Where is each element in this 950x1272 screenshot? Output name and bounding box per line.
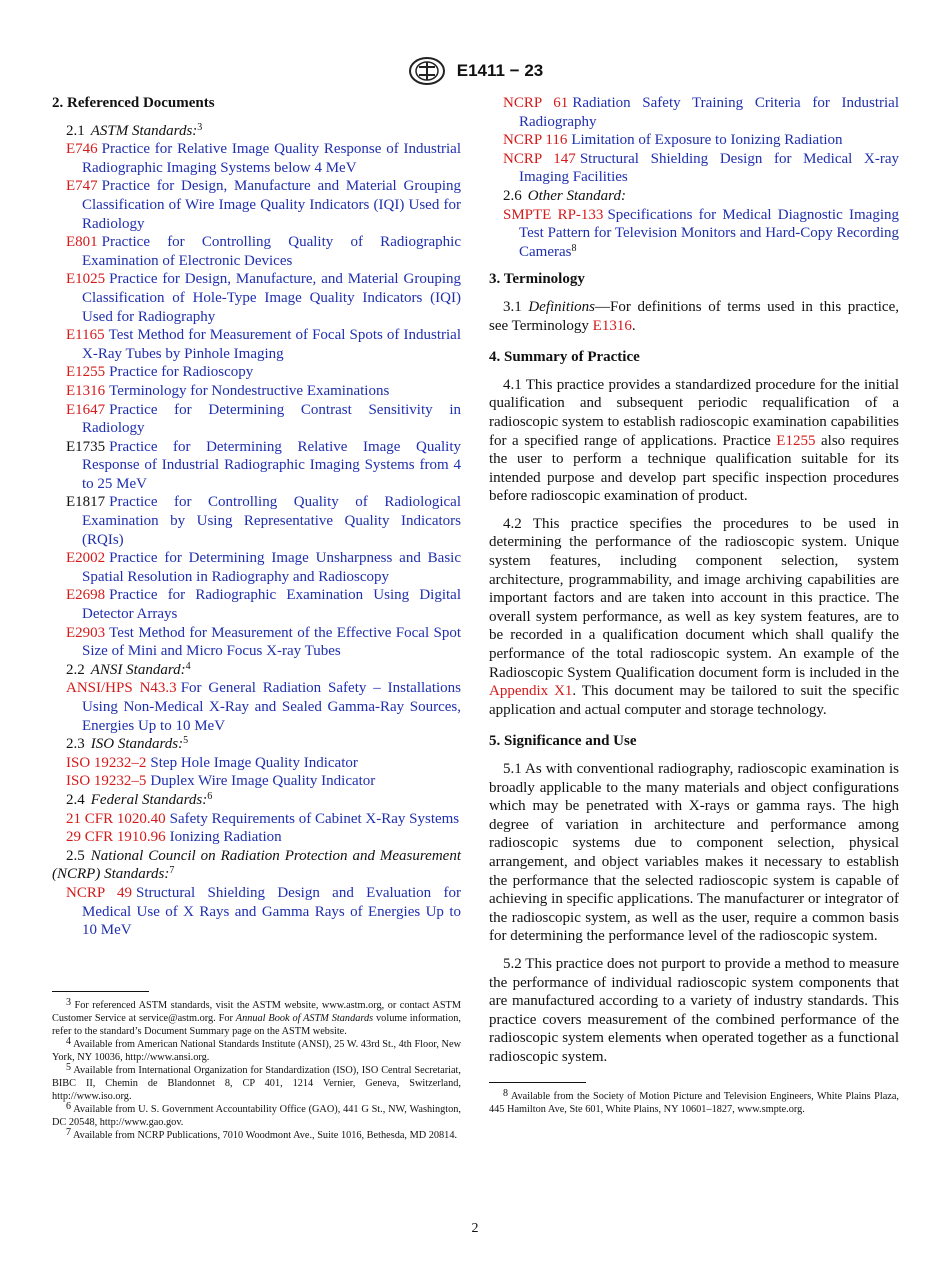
federal-reference-list [52,810,461,847]
reference-item[interactable] [52,233,461,270]
reference-code[interactable]: E1165 [66,327,105,344]
reference-item[interactable] [52,772,461,791]
reference-title[interactable]: For General Radiation Safety – Installations Using Non-Medical X-Ray and Sealed Gamma-Ray Sources, Energies Up to 10 MeV [82,680,461,734]
reference-item[interactable] [52,363,461,382]
reference-title[interactable]: Practice for Radiographic Examination Using Digital Detector Arrays [82,587,461,623]
subsection-federal: 2.4 Federal Standards:$^6$ [66,790,213,808]
reference-item[interactable] [52,754,461,773]
reference-title[interactable]: Duplex Wire Image Quality Indicator [150,773,376,790]
reference-item[interactable] [489,206,899,262]
reference-item[interactable] [52,884,461,940]
subsection-other: 2.6 Other Standard: [503,187,626,204]
reference-code[interactable]: E2903 [66,624,106,641]
reference-item[interactable] [52,828,461,847]
reference-item[interactable] [52,810,461,829]
reference-code[interactable]: E1316 [66,382,106,399]
page-number: 2 [471,1221,479,1236]
section-2-title: 2. Referenced Documents [52,95,215,111]
reference-title[interactable]: Structural Shielding Design for Medical X-ray Imaging Facilities [519,150,899,186]
paragraph-5-1: 5.1 As with conventional radiography, radioscopic examination is broadly applicable to the many materials and object configurations which may be penetrated with X-rays or gamma rays. The high degree of variation in architecture and performance among radioscopic systems due to component selection, physical arrangement, and object variables makes it necessary to establish the performance that the selected radioscopic system is capable of achieving in specific applications. The manufacturer or integrator of the radioscopic system, as well as the user, require a common basis for determining the performance level of the radioscopic system. [489,761,899,945]
astm-logo-icon [407,56,447,86]
page-header [0,56,950,86]
reference-item[interactable] [52,270,461,326]
reference-title[interactable]: Practice for Determining Contrast Sensitivity in Radiology [82,401,461,437]
link-e1255[interactable]: E1255 [776,432,816,449]
other-reference-list [489,206,899,262]
reference-title[interactable]: Practice for Design, Manufacture, and Material Grouping Classification of Hole-Type Image Quality Indicators (IQI) Used for Radiography [82,271,461,325]
link-e1316[interactable]: E1316 [592,317,632,334]
ncrp-reference-list-continued [489,94,899,187]
left-column [52,94,461,1142]
footnote-3: 3 For referenced ASTM standards, visit the ASTM website, www.astm.org, or contact ASTM Customer Service at service@astm.org. For Annual Book of ASTM Standards volume information, refer to the standard’s Document Summary page on the ASTM website. [52,997,462,1037]
reference-code[interactable]: NCRP 147 [503,150,576,167]
reference-code[interactable]: ISO 19232–2 [66,754,147,771]
footnote-rule [52,991,149,992]
reference-item[interactable] [52,438,461,494]
reference-code[interactable]: E746 [66,141,98,158]
reference-code[interactable]: E1255 [66,364,106,381]
reference-item[interactable] [489,131,899,150]
footnote-rule-right [489,1082,586,1083]
subsection-iso: 2.3 ISO Standards:$^5$ [66,735,189,753]
reference-title[interactable]: Practice for Radioscopy [109,364,254,381]
section-3-title: 3. Terminology [489,271,585,288]
reference-title[interactable]: Test Method for Measurement of Focal Spots of Industrial X-Ray Tubes by Pinhole Imaging [82,327,461,362]
reference-title[interactable]: Safety Requirements of Cabinet X-Ray Systems [169,810,460,827]
iso-reference-list [52,754,461,791]
reference-code[interactable]: NCRP 61 [503,95,569,111]
reference-item[interactable] [52,493,461,549]
ncrp-reference-list [52,884,461,940]
reference-item[interactable] [52,177,461,233]
reference-item[interactable] [52,140,461,177]
reference-item[interactable] [489,94,899,131]
reference-item[interactable] [52,549,461,586]
reference-title[interactable]: Practice for Determining Image Unsharpness and Basic Spatial Resolution in Radiography and Radioscopy [82,550,461,585]
reference-title[interactable]: Structural Shielding Design and Evaluation for Medical Use of X Rays and Gamma Rays of Energies Up to 10 MeV [82,884,461,939]
reference-code[interactable]: ISO 19232–5 [66,773,147,790]
reference-title[interactable]: Practice for Relative Image Quality Response of Industrial Radiographic Imaging Systems below 4 MeV [82,141,461,176]
reference-item[interactable] [52,624,461,661]
footnote-5: 5 Available from International Organization for Standardization (ISO), ISO Central Secretariat, BIBC II, Chemin de Blandonnet 8, CP 401, 1214 Vernier, Geneva, Switzerland, http://www.iso.org. [52,1062,461,1102]
footnote-4: 4 Available from American National Standards Institute (ANSI), 25 W. 43rd St., 4th Floor, New York, NY 10036, http://www.ansi.org. [52,1036,462,1063]
reference-title[interactable]: Ionizing Radiation [169,829,282,846]
reference-title[interactable]: Specifications for Medical Diagnostic Imaging Test Pattern for Television Monitors and Hard-Copy Recording Cameras [519,206,899,260]
subsection-astm: 2.1 ASTM Standards:$^3$ [66,121,203,139]
reference-code[interactable]: E747 [66,178,98,195]
reference-code[interactable]: 29 CFR 1910.96 [66,829,166,846]
reference-title[interactable]: Practice for Controlling Quality of Radiographic Examination of Electronic Devices [82,234,461,269]
link-appendix-x1[interactable]: Appendix X1 [489,683,573,700]
footnote-7: 7 Available from NCRP Publications, 7010 Woodmont Ave., Suite 1016, Bethesda, MD 20814. [66,1127,458,1141]
reference-title[interactable]: Test Method for Measurement of the Effective Focal Spot Size of Mini and Micro Focus X-ray Tubes [82,624,461,660]
document-number: E1411 − 23 [456,61,544,80]
reference-code[interactable]: 21 CFR 1020.40 [66,810,166,827]
reference-code[interactable]: ANSI/HPS N43.3 [66,680,177,697]
reference-item[interactable] [52,679,461,735]
footnote-6: 6 Available from U. S. Government Accountability Office (GAO), 441 G St., NW, Washington, DC 20548, http://www.gao.gov. [52,1101,461,1128]
footnote-marker: 8 [571,242,577,254]
subsection-ncrp: 2.5 National Council on Radiation Protection and Measurement (NCRP) Standards:$^7$ [52,847,461,883]
reference-title[interactable]: Terminology for Nondestructive Examinations [109,382,390,399]
footnote-8: 8 Available from the Society of Motion Picture and Television Engineers, White Plains Plaza, 445 Hamilton Ave, Ste 601, White Plains, NY 10601–1827, www.smpte.org. [489,1087,899,1115]
reference-code[interactable]: E2002 [66,550,106,567]
right-column [489,94,899,1116]
reference-item[interactable] [52,401,461,438]
paragraph-3-1: 3.1 Definitions—For definitions of terms used in this practice, see Terminology E1316. [489,298,899,334]
section-5-title: 5. Significance and Use [489,733,637,750]
reference-code[interactable]: NCRP 116 [503,132,568,149]
reference-code[interactable]: E1647 [66,401,106,418]
reference-code[interactable]: E801 [66,234,98,251]
paragraph-5-2: 5.2 This practice does not purport to provide a method to measure the performance of individual radioscopic system components that are manufactured according to a variety of industry standards. This practice covers measurement of the combined performance of the radioscopic system elements when operated together as a functional radioscopic system. [489,955,899,1065]
reference-code[interactable]: E1817 [66,494,106,511]
reference-item[interactable] [489,150,899,187]
paragraph-4-1: 4.1 This practice provides a standardized procedure for the initial qualification and subsequent periodic requalification of a radioscopic system to establish radioscopic examination capabilities for a specified range of applications. Practice E1255 also requires the user to perform a technique qualification suitable for its intended purpose and develop part specific inspection procedures before radioscopic examination of product. [489,376,899,505]
reference-item[interactable] [52,326,461,363]
reference-code[interactable]: E2698 [66,587,106,604]
reference-item[interactable] [52,586,461,623]
reference-title[interactable]: Practice for Determining Relative Image Quality Response of Industrial Radiographic Imaging Systems from 4 to 25 MeV [82,438,461,492]
reference-title[interactable]: Practice for Design, Manufacture and Material Grouping Classification of Wire Image Quality Indicators (IQI) Used for Radiology [82,178,461,232]
reference-code[interactable]: SMPTE RP-133 [503,206,604,223]
reference-code[interactable]: NCRP 49 [66,884,132,901]
reference-item[interactable] [52,382,461,401]
reference-title[interactable]: Limitation of Exposure to Ionizing Radiation [571,132,843,149]
reference-code[interactable]: E1025 [66,271,106,288]
section-4-title: 4. Summary of Practice [489,349,640,366]
reference-title[interactable]: Practice for Controlling Quality of Radiological Examination by Using Representative Quality Indicators (RQIs) [82,494,461,548]
reference-title[interactable]: Radiation Safety Training Criteria for Industrial Radiography [519,95,899,130]
astm-reference-list [52,140,461,661]
paragraph-4-2: 4.2 This practice specifies the procedures to be used in determining the performance of the radioscopic system. Unique system features, including component selection, system architecture, programmability, and image archiving capabilities are important factors and are taken into account in this practice. The overall system performance, as well as key system features, are to be recorded in a qualification document which shall qualify the performance of the total radioscopic system. An example of the Radioscopic System Qualification document form is included in the Appendix X1. This document may be tailored to suit the specific application and actual computer and storage technology. [489,515,899,718]
subsection-ansi: 2.2 ANSI Standard:$^4$ [66,660,191,678]
ansi-reference-list [52,679,461,735]
reference-title[interactable]: Step Hole Image Quality Indicator [150,754,358,771]
reference-code[interactable]: E1735 [66,438,106,455]
